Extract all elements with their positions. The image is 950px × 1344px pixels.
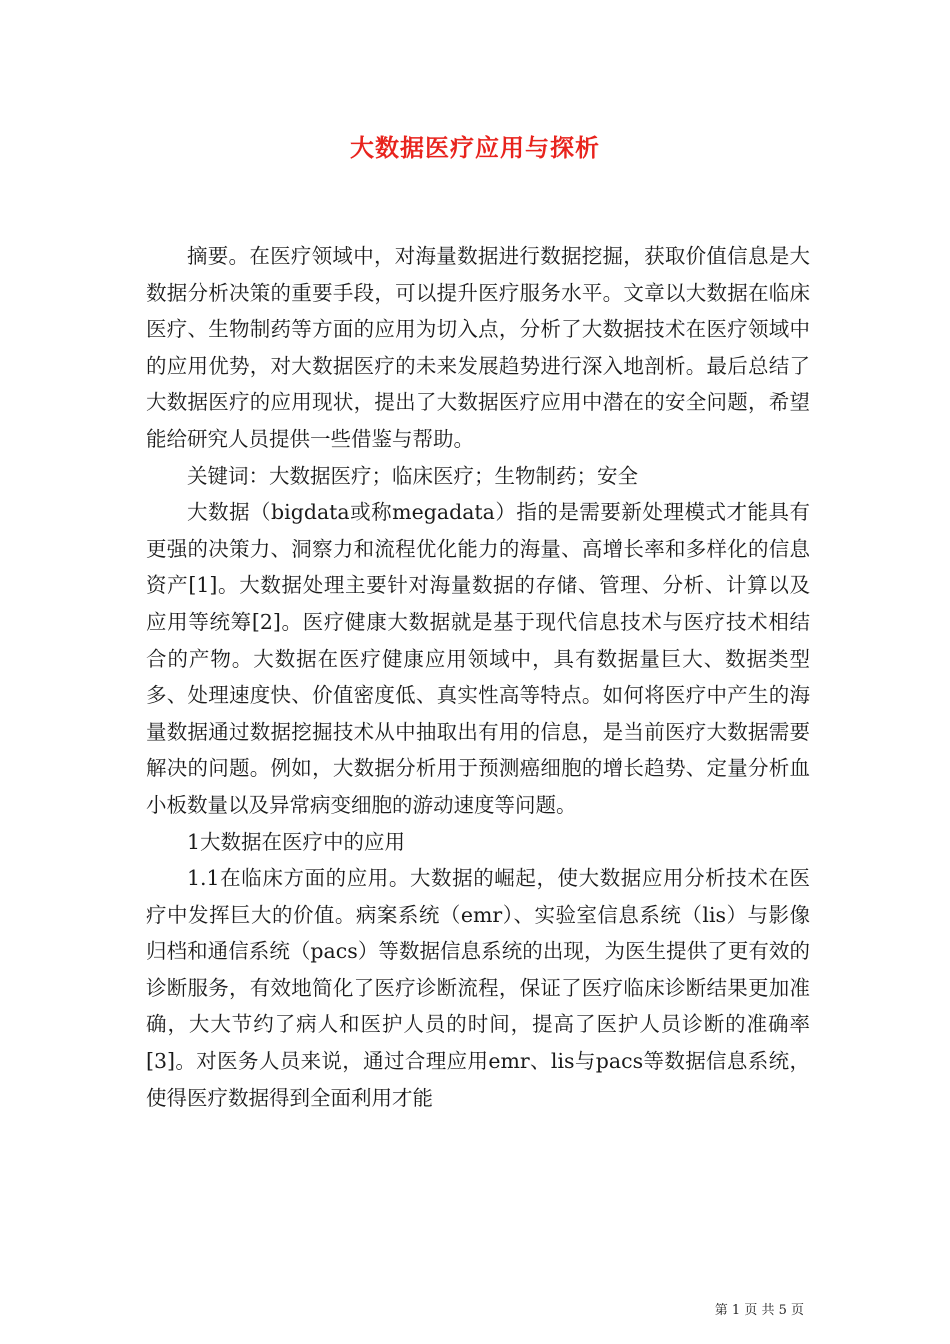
keywords-paragraph: 关键词：大数据医疗；临床医疗；生物制药；安全 — [187, 463, 638, 488]
abstract-paragraph: 摘要。在医疗领域中，对海量数据进行数据挖掘，获取价值信息是大数据分析决策的重要手段，可以提升医疗服务水平。文章以大数据在临床医疗、生物制药等方面的应用为切入点，分析了大数据技术在医疗领域中的应用优势，对大数据医疗的未来发展趋势进行深入地剖析。最后总结了大数据医疗的应用现状，提出了大数据医疗应用中潜在的安全问题，希望能给研究人员提供一些借鉴与帮助。 — [146, 244, 810, 451]
document-title: 大数据医疗应用与探析 — [350, 133, 600, 162]
document-body — [146, 238, 810, 1116]
section-heading: 1大数据在医疗中的应用 — [187, 829, 406, 854]
intro-paragraph: 大数据（bigdata或称megadata）指的是需要新处理模式才能具有更强的决策力、洞察力和流程优化能力的海量、高增长率和多样化的信息资产[1]。大数据处理主要针对海量数据的存储、管理、分析、计算以及应用等统筹[2]。医疗健康大数据就是基于现代信息技术与医疗技术相结合的产物。大数据在医疗健康应用领域中，具有数据量巨大、数据类型多、处理速度快、价值密度低、真实性高等特点。如何将医疗中产生的海量数据通过数据挖掘技术从中抽取出有用的信息，是当前医疗大数据需要解决的问题。例如，大数据分析用于预测癌细胞的增长趋势、定量分析血小板数量以及异常病变细胞的游动速度等问题。 — [146, 500, 810, 817]
subsection-paragraph: 1.1在临床方面的应用。大数据的崛起，使大数据应用分析技术在医疗中发挥巨大的价值。病案系统（emr）、实验室信息系统（lis）与影像归档和通信系统（pacs）等数据信息系统的出现，为医生提供了更有效的诊断服务，有效地简化了医疗诊断流程，保证了医疗临床诊断结果更加准确，大大节约了病人和医护人员的时间，提高了医护人员诊断的准确率[3]。对医务人员来说，通过合理应用emr、lis与pacs等数据信息系统，使得医疗数据得到全面利用才能 — [146, 866, 810, 1110]
page-number: 第 1 页 共 5 页 — [714, 1303, 804, 1318]
